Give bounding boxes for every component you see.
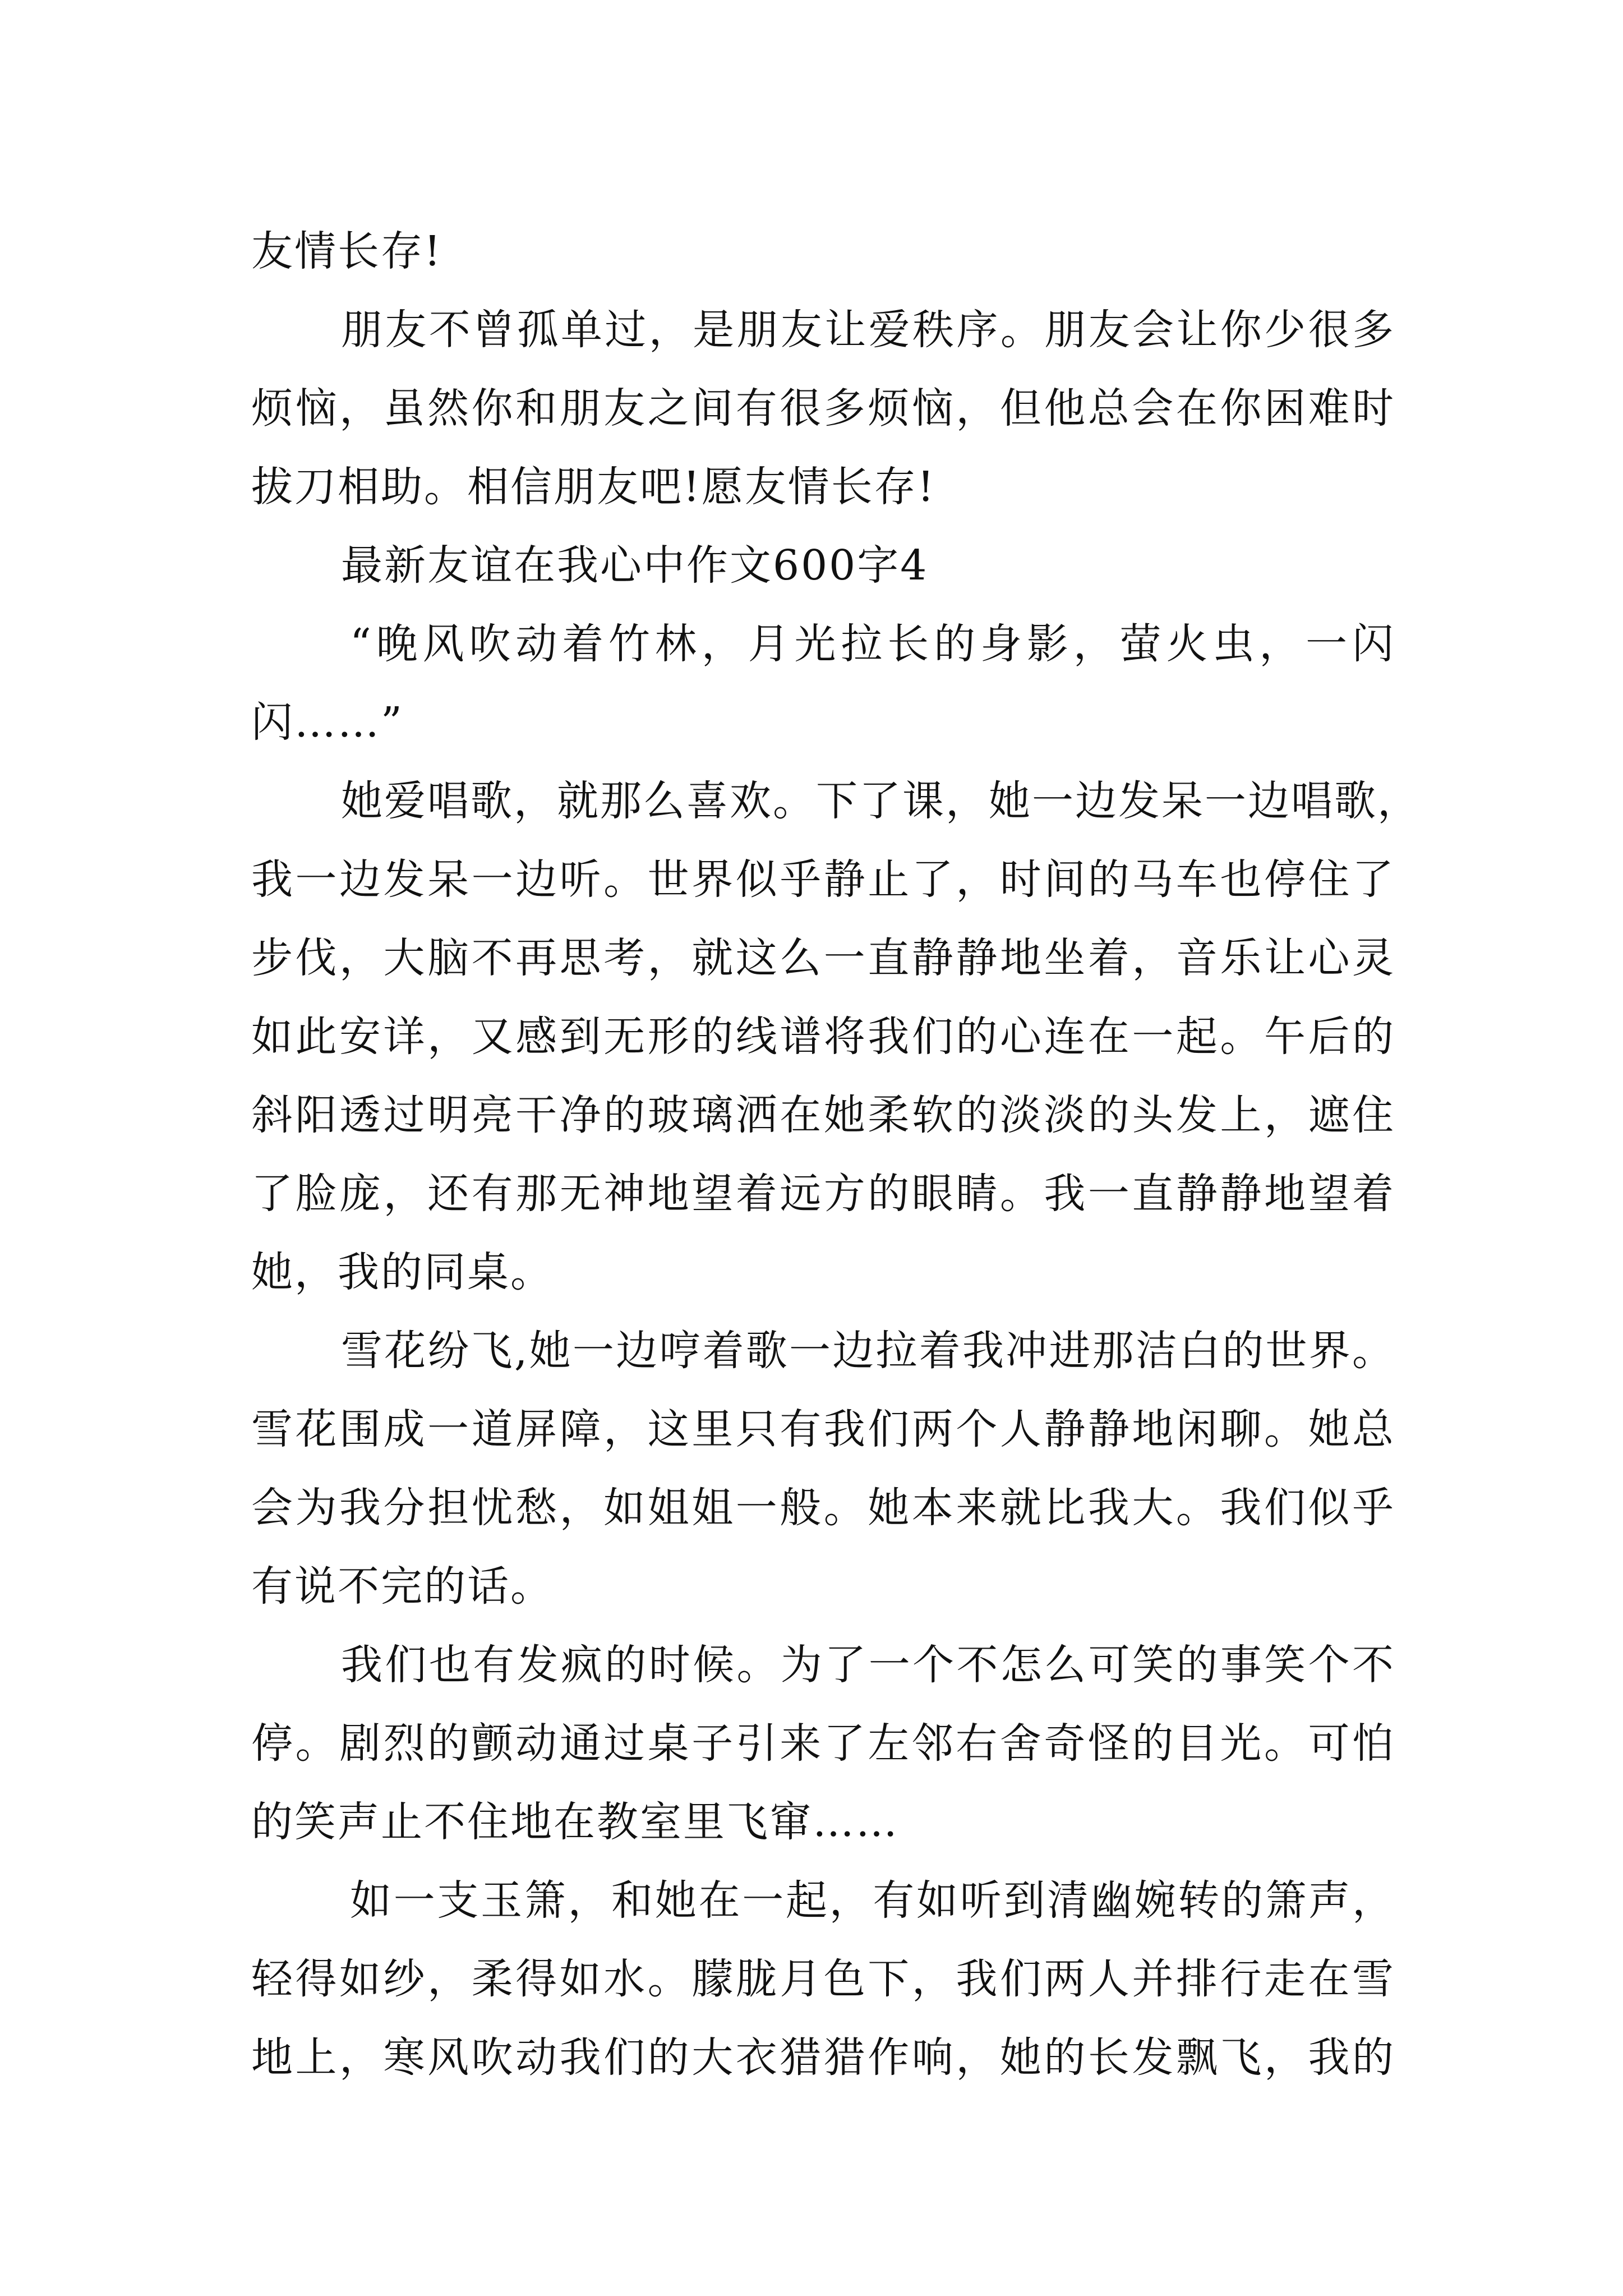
text-line: 如此安详，又感到无形的线谱将我们的心连在一起。午后的 [251, 1013, 1395, 1061]
text-line: 斜阳透过明亮干净的玻璃洒在她柔软的淡淡的头发上，遮住 [251, 1091, 1395, 1139]
text-line: 我一边发呆一边听。世界似乎静止了，时间的马车也停住了 [251, 855, 1395, 904]
text-line: 她爱唱歌，就那么喜欢。下了课，她一边发呆一边唱歌， [341, 777, 1421, 825]
text-line: 我们也有发疯的时候。为了一个不怎么可笑的事笑个不 [341, 1641, 1395, 1689]
document-page [251, 212, 1421, 2097]
text-line: 烦恼，虽然你和朋友之间有很多烦恼，但他总会在你困难时 [251, 384, 1395, 432]
text-line: 有说不完的话。 [251, 1562, 554, 1611]
text-line: 会为我分担忧愁，如姐姐一般。她本来就比我大。我们似乎 [251, 1484, 1395, 1532]
text-line: “晚风吹动着竹林，月光拉长的身影，萤火虫，一闪 [350, 620, 1395, 668]
text-line: 闪……” [251, 698, 404, 747]
text-line: 朋友不曾孤单过，是朋友让爱秩序。朋友会让你少很多 [341, 306, 1395, 354]
text-line: 如一支玉箫，和她在一起，有如听到清幽婉转的箫声， [350, 1876, 1395, 1925]
text-line: 雪花围成一道屏障，这里只有我们两个人静静地闲聊。她总 [251, 1405, 1395, 1453]
section-heading: 最新友谊在我心中作文600字4 [341, 541, 929, 590]
text-line: 了脸庞，还有那无神地望着远方的眼睛。我一直静静地望着 [251, 1170, 1395, 1218]
text-line: 雪花纷飞,她一边哼着歌一边拉着我冲进那洁白的世界。 [341, 1327, 1395, 1375]
text-line: 拔刀相助。相信朋友吧!愿友情长存! [251, 463, 936, 511]
text-line: 地上，寒风吹动我们的大衣猎猎作响，她的长发飘飞，我的 [251, 2033, 1395, 2082]
text-line: 的笑声止不住地在教室里飞窜…… [251, 1798, 899, 1846]
text-line: 轻得如纱，柔得如水。朦胧月色下，我们两人并排行走在雪 [251, 1955, 1395, 2003]
text-line: 她，我的同桌。 [251, 1248, 554, 1296]
text-line: 停。剧烈的颤动通过桌子引来了左邻右舍奇怪的目光。可怕 [251, 1719, 1395, 1768]
text-line: 步伐，大脑不再思考，就这么一直静静地坐着，音乐让心灵 [251, 934, 1395, 982]
text-line: 友情长存! [251, 227, 442, 275]
